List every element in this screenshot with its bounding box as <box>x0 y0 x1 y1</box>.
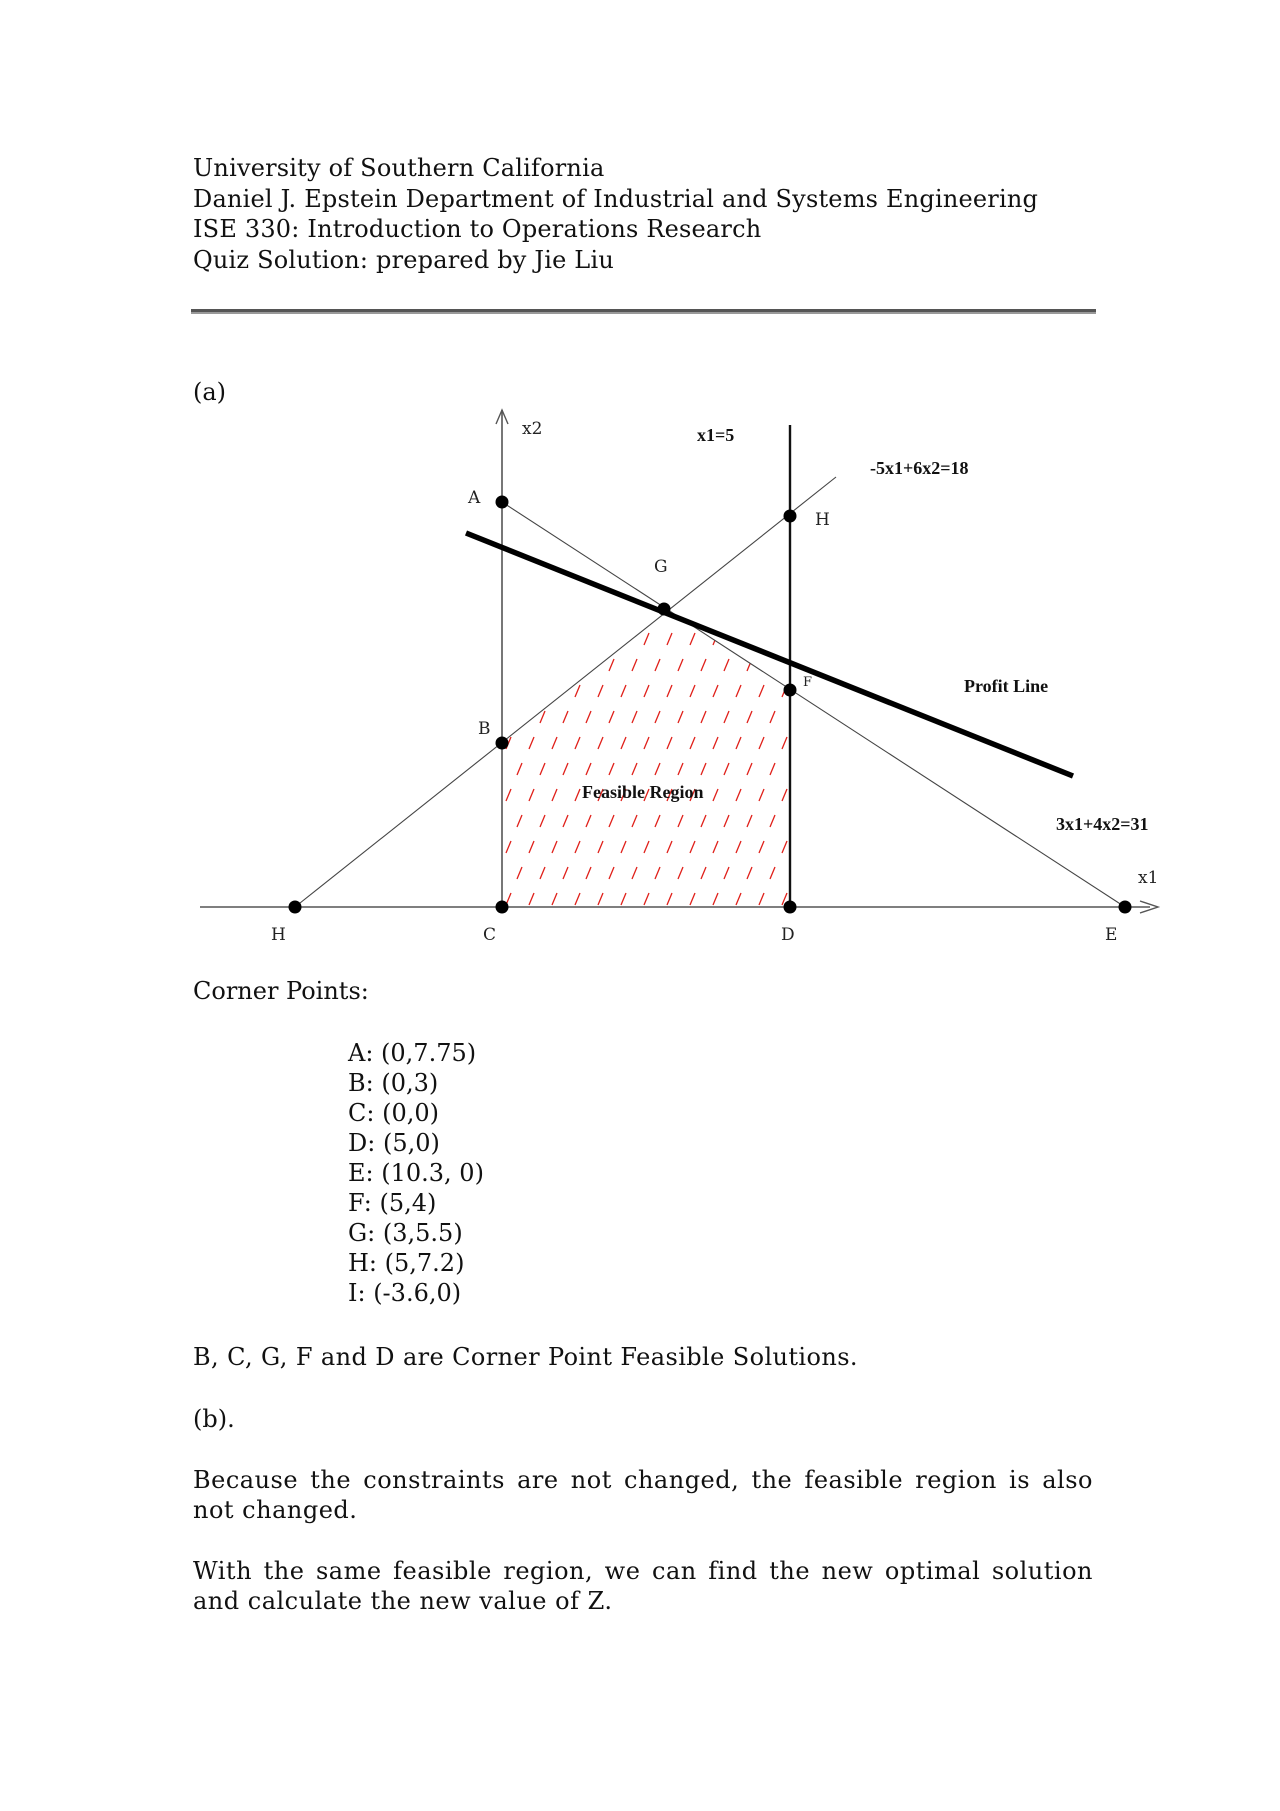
point-a-label: A <box>468 488 481 508</box>
part-b-label: (b). <box>193 1405 235 1433</box>
paragraph-constraints: Because the constraints are not changed, the feasible region is also not changed. <box>193 1466 1093 1524</box>
hatch-mark <box>747 867 752 879</box>
point-g-label: G <box>654 557 668 577</box>
feasible-region-label: Feasible Region <box>582 782 704 802</box>
point-c-label: C <box>483 925 497 945</box>
point-h-left-dot <box>289 901 302 914</box>
point-d-dot <box>784 901 797 914</box>
hatch-mark <box>575 789 580 801</box>
point-c-dot <box>496 901 509 914</box>
hatch-mark <box>517 815 522 827</box>
hatch-mark <box>563 711 568 723</box>
corner-point-item: E: (10.3, 0) <box>348 1159 484 1187</box>
hatch-mark <box>782 737 787 749</box>
hatch-mark <box>552 841 557 853</box>
hatch-mark <box>598 737 603 749</box>
hatch-mark <box>759 893 764 905</box>
hatch-mark <box>517 711 522 723</box>
point-a-dot <box>496 496 509 509</box>
corner-point-item: A: (0,7.75) <box>348 1039 477 1067</box>
hatch-mark <box>632 867 637 879</box>
hatch-mark <box>644 893 649 905</box>
point-h-top-dot <box>784 510 797 523</box>
hatch-mark <box>540 867 545 879</box>
hatch-mark <box>736 893 741 905</box>
feasible-region-hatching <box>506 633 798 905</box>
hatch-mark <box>529 789 534 801</box>
university-name: University of Southern California <box>193 154 605 182</box>
point-h-top-label: H <box>815 510 830 530</box>
hatch-mark <box>644 685 649 697</box>
hatch-mark <box>517 659 522 671</box>
hatch-mark <box>632 711 637 723</box>
hatch-mark <box>793 711 798 723</box>
hatch-mark <box>667 685 672 697</box>
hatch-mark <box>713 893 718 905</box>
hatch-mark <box>632 763 637 775</box>
hatch-mark <box>575 841 580 853</box>
hatch-mark <box>598 685 603 697</box>
hatch-mark <box>529 893 534 905</box>
hatch-mark <box>563 815 568 827</box>
hatch-mark <box>690 685 695 697</box>
hatch-mark <box>644 841 649 853</box>
hatch-mark <box>575 737 580 749</box>
hatch-mark <box>759 841 764 853</box>
corner-point-item: H: (5,7.2) <box>348 1249 465 1277</box>
constraint-5x1-6x2-label: -5x1+6x2=18 <box>870 458 969 478</box>
hatch-mark <box>724 763 729 775</box>
hatch-mark <box>517 867 522 879</box>
point-b-dot <box>496 737 509 750</box>
hatch-mark <box>609 815 614 827</box>
hatch-mark <box>552 737 557 749</box>
hatch-mark <box>552 685 557 697</box>
corner-point-item: D: (5,0) <box>348 1129 440 1157</box>
cpf-summary: B, C, G, F and D are Corner Point Feasible Solutions. <box>193 1343 858 1371</box>
hatch-mark <box>759 633 764 645</box>
hatch-mark <box>701 867 706 879</box>
point-f-dot <box>784 684 797 697</box>
hatch-mark <box>759 737 764 749</box>
hatch-mark <box>563 867 568 879</box>
hatch-mark <box>632 659 637 671</box>
hatch-mark <box>678 867 683 879</box>
hatch-mark <box>586 711 591 723</box>
hatch-mark <box>529 841 534 853</box>
constraint-line-5x1-6x2 <box>295 477 836 907</box>
department-name: Daniel J. Epstein Department of Industrial and Systems Engineering <box>193 184 1039 213</box>
constraint-3x1-4x2-label: 3x1+4x2=31 <box>1056 814 1149 834</box>
hatch-mark <box>759 685 764 697</box>
point-h-left-label: H <box>271 925 286 945</box>
hatch-mark <box>540 815 545 827</box>
hatch-mark <box>644 633 649 645</box>
hatch-mark <box>586 815 591 827</box>
hatch-mark <box>690 737 695 749</box>
hatch-mark <box>609 659 614 671</box>
course-title: ISE 330: Introduction to Operations Research <box>193 215 762 243</box>
hatch-mark <box>540 763 545 775</box>
corner-points-title: Corner Points: <box>193 977 369 1005</box>
hatch-mark <box>770 763 775 775</box>
hatch-mark <box>621 685 626 697</box>
hatch-mark <box>586 659 591 671</box>
hatch-mark <box>609 711 614 723</box>
hatch-mark <box>690 893 695 905</box>
hatch-mark <box>655 815 660 827</box>
corner-point-dots <box>289 496 1132 914</box>
hatch-mark <box>701 815 706 827</box>
hatch-mark <box>586 867 591 879</box>
hatch-mark <box>678 711 683 723</box>
hatch-mark <box>713 841 718 853</box>
hatch-mark <box>598 633 603 645</box>
part-a-label: (a) <box>193 378 227 406</box>
hatch-mark <box>782 841 787 853</box>
hatch-mark <box>736 737 741 749</box>
hatch-mark <box>724 659 729 671</box>
hatch-mark <box>793 815 798 827</box>
hatch-mark <box>506 685 511 697</box>
hatch-mark <box>678 659 683 671</box>
hatch-mark <box>667 893 672 905</box>
hatch-mark <box>552 633 557 645</box>
hatch-mark <box>782 789 787 801</box>
hatch-mark <box>736 789 741 801</box>
hatch-mark <box>690 841 695 853</box>
hatch-mark <box>632 815 637 827</box>
hatch-mark <box>586 763 591 775</box>
hatch-mark <box>713 737 718 749</box>
hatch-mark <box>747 711 752 723</box>
profit-line-label: Profit Line <box>964 676 1049 696</box>
hatch-mark <box>701 659 706 671</box>
hatch-mark <box>609 867 614 879</box>
hatch-mark <box>667 633 672 645</box>
hatch-mark <box>644 737 649 749</box>
hatch-mark <box>678 763 683 775</box>
hatch-mark <box>506 789 511 801</box>
hatch-mark <box>598 893 603 905</box>
hatch-mark <box>575 893 580 905</box>
corner-point-item: I: (-3.6,0) <box>348 1279 462 1307</box>
hatch-mark <box>701 763 706 775</box>
hatch-mark <box>529 685 534 697</box>
hatch-mark <box>575 633 580 645</box>
hatch-mark <box>529 737 534 749</box>
x1-axis-label: x1 <box>1138 868 1159 888</box>
point-e-dot <box>1119 901 1132 914</box>
point-d-label: D <box>781 925 795 945</box>
hatch-mark <box>713 789 718 801</box>
corner-point-item: F: (5,4) <box>348 1189 437 1217</box>
hatch-mark <box>506 841 511 853</box>
hatch-mark <box>667 737 672 749</box>
hatch-mark <box>782 633 787 645</box>
hatch-mark <box>552 789 557 801</box>
hatch-mark <box>690 633 695 645</box>
hatch-mark <box>770 867 775 879</box>
corner-points-list <box>348 1038 484 1308</box>
hatch-mark <box>713 685 718 697</box>
hatch-mark <box>793 867 798 879</box>
hatch-mark <box>724 867 729 879</box>
hatch-mark <box>678 815 683 827</box>
hatch-mark <box>575 685 580 697</box>
hatch-mark <box>747 659 752 671</box>
hatch-mark <box>701 711 706 723</box>
hatch-mark <box>529 633 534 645</box>
paragraph-optimal: With the same feasible region, we can find the new optimal solution and calculate the new value of Z. <box>193 1557 1093 1615</box>
hatch-mark <box>552 893 557 905</box>
hatch-mark <box>759 789 764 801</box>
x1-equals-5-label: x1=5 <box>697 425 735 445</box>
hatch-mark <box>655 763 660 775</box>
hatch-mark <box>609 763 614 775</box>
hatch-mark <box>747 763 752 775</box>
hatch-mark <box>724 711 729 723</box>
hatch-mark <box>793 763 798 775</box>
hatch-mark <box>563 659 568 671</box>
point-f-label: F <box>803 675 813 690</box>
hatch-mark <box>736 685 741 697</box>
hatch-mark <box>770 815 775 827</box>
profit-line <box>466 533 1073 776</box>
hatch-mark <box>621 893 626 905</box>
x2-axis-label: x2 <box>522 419 543 439</box>
point-e-label: E <box>1105 925 1118 945</box>
hatch-mark <box>621 737 626 749</box>
constraint-line-3x1-4x2 <box>502 502 1125 907</box>
hatch-mark <box>517 763 522 775</box>
hatch-mark <box>724 815 729 827</box>
hatch-mark <box>563 763 568 775</box>
point-b-label: B <box>478 719 491 739</box>
hatch-mark <box>655 867 660 879</box>
hatch-mark <box>770 711 775 723</box>
hatch-mark <box>621 633 626 645</box>
corner-point-item: G: (3,5.5) <box>348 1219 463 1247</box>
hatch-mark <box>506 633 511 645</box>
hatch-mark <box>770 659 775 671</box>
hatch-mark <box>621 841 626 853</box>
corner-point-item: C: (0,0) <box>348 1099 439 1127</box>
point-g-dot <box>658 603 671 616</box>
hatch-mark <box>655 659 660 671</box>
hatch-mark <box>655 711 660 723</box>
hatch-mark <box>667 841 672 853</box>
hatch-mark <box>747 815 752 827</box>
corner-point-item: B: (0,3) <box>348 1069 439 1097</box>
hatch-mark <box>736 841 741 853</box>
hatch-mark <box>598 841 603 853</box>
quiz-title: Quiz Solution: prepared by Jie Liu <box>193 245 614 274</box>
hatch-mark <box>540 659 545 671</box>
hatch-mark <box>540 711 545 723</box>
